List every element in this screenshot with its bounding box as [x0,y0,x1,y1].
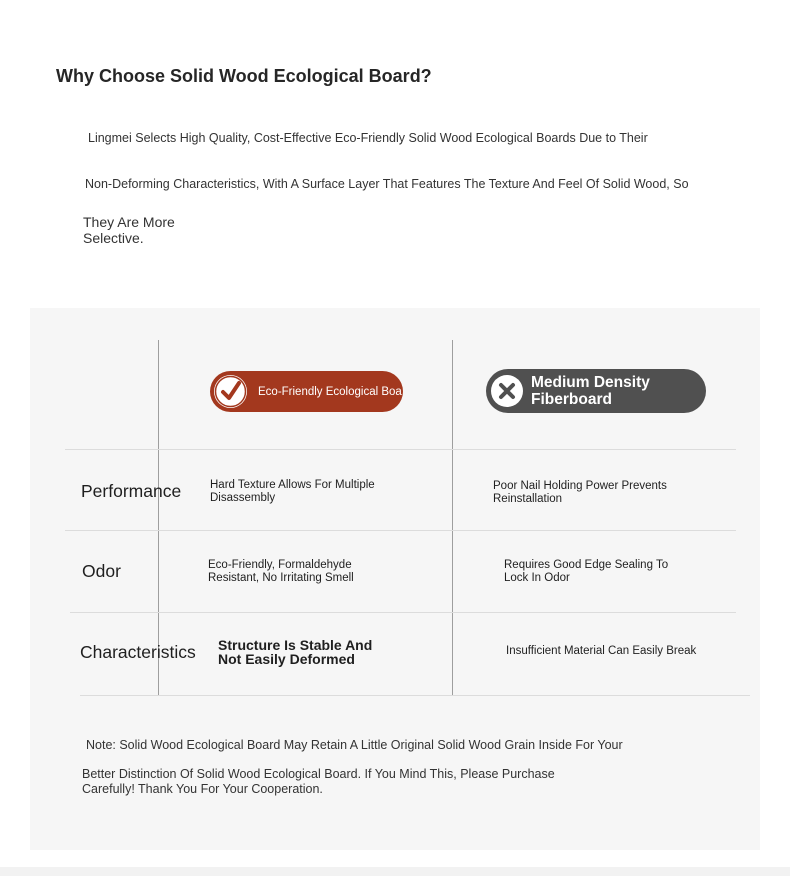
intro-line-2: Non-Deforming Characteristics, With A Surface Layer That Features The Texture And Feel Of Solid Wood, So [85,177,689,191]
mdf-performance-cell: Poor Nail Holding Power Prevents Reinstallation [493,480,667,505]
row-divider-2 [65,530,736,531]
intro-line-3: They Are More Selective. [83,214,175,246]
eco-board-header [210,371,403,412]
row-divider-1 [65,449,736,450]
check-circle-icon [214,375,247,408]
row-label-characteristics: Characteristics [80,642,196,662]
eco-odor-cell: Eco-Friendly, Formaldehyde Resistant, No Irritating Smell [208,559,354,584]
eco-board-label: Eco-Friendly Ecological Boa [258,385,402,398]
eco-characteristics-cell: Structure Is Stable And Not Easily Deformed [218,637,373,667]
intro-line-1: Lingmei Selects High Quality, Cost-Effective Eco-Friendly Solid Wood Ecological Boards Due to Their [88,131,648,145]
note-line-1: Note: Solid Wood Ecological Board May Retain A Little Original Solid Wood Grain Inside For Your [86,738,623,752]
eco-performance-cell: Hard Texture Allows For Multiple Disassembly [210,479,375,504]
x-circle-icon [491,375,523,407]
bottom-strip [0,867,790,876]
mdf-header [486,369,706,413]
column-divider-2 [452,340,453,696]
mdf-label: Medium Density Fiberboard [531,374,650,408]
note-line-2: Better Distinction Of Solid Wood Ecological Board. If You Mind This, Please Purchase Carefully! Thank You For Your Cooperation. [82,767,555,796]
row-label-odor: Odor [82,561,121,581]
page-title: Why Choose Solid Wood Ecological Board? [56,66,432,86]
mdf-odor-cell: Requires Good Edge Sealing To Lock In Odor [504,559,669,584]
row-divider-3 [70,612,736,613]
row-divider-4 [80,695,750,696]
row-label-performance: Performance [81,481,182,501]
mdf-characteristics-cell: Insufficient Material Can Easily Break [506,645,697,657]
